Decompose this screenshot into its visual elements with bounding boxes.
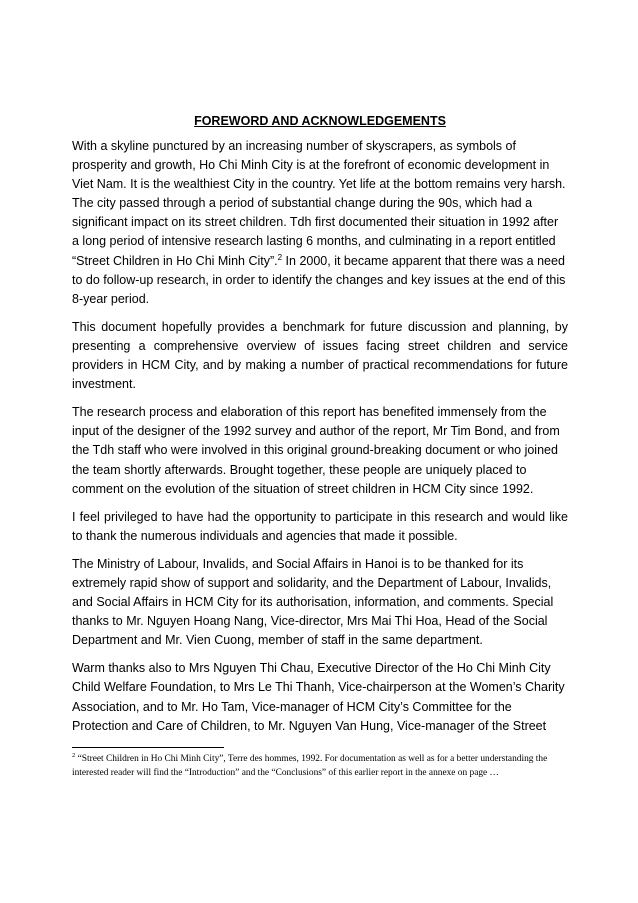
page-title: FOREWORD AND ACKNOWLEDGEMENTS [194, 114, 446, 128]
footnote-number: 2 [72, 751, 76, 759]
paragraph-4: I feel privileged to have had the opportunity to participate in this research and would like to thank the numerous individuals and agencies that made it possible. [72, 509, 568, 543]
footnote [72, 752, 572, 780]
document-body [72, 112, 568, 745]
paragraph-5: The Ministry of Labour, Invalids, and Social Affairs in Hanoi is to be thanked for its extremely rapid show of support and solidarity, and the Department of Labour, Invalids, and Social Affairs in HCM City for its authorisation, information, and comments. Special thanks to Mr. Nguyen Hoang Nang, Vice-director, Mrs Mai Thi Hoa, Head of the Social Department and Mr. Vien Cuong, member of staff in the same department. [72, 556, 554, 648]
paragraph-1-continued: In 2000, it became apparent that there was a need to do follow-up research, in order to identify the changes and key issues at the end of this 8-year period. [72, 253, 566, 306]
paragraph-3: The research process and elaboration of this report has benefited immensely from the input of the designer of the 1992 survey and author of the report, Mr Tim Bond, and from the Tdh staff who were involved in this original ground-breaking document or who joined the team shortly afterwards. Brought together, these people are uniquely placed to comment on the evolution of the situation of street children in HCM City since 1992. [72, 405, 560, 496]
footnote-reference[interactable]: 2 [277, 252, 283, 262]
footnote-separator [72, 747, 224, 748]
footnote-text: “Street Children in Ho Chi Minh City”, Terre des hommes, 1992. For documentation as well as for a better understanding the interested reader will find the “Introduction” and the “Conclusions” of this earlier report in the annexe on page … [72, 754, 548, 778]
paragraph-6: Warm thanks also to Mrs Nguyen Thi Chau, Executive Director of the Ho Chi Minh City Child Welfare Foundation, to Mrs Le Thi Thanh, Vice-chairperson at the Women’s Charity Association, and to Mr. Ho Tam, Vice-manager of HCM City’s Committee for the Protection and Care of Children, to Mr. Nguyen Van Hung, Vice-manager of the Street [72, 661, 565, 733]
paragraph-2: This document hopefully provides a benchmark for future discussion and planning, by presenting a comprehensive overview of issues facing street children and service providers in HCM City, and by making a number of practical recommendations for future investment. [72, 319, 568, 392]
paragraph-1-text: With a skyline punctured by an increasing number of skyscrapers, as symbols of prosperity and growth, Ho Chi Minh City is at the forefront of economic development in Viet Nam. It is the wealthiest City in the country. Yet life at the bottom remains very harsh. The city passed through a period of substantial change during the 90s, which had a significant impact on its street children. Tdh first documented their situation in 1992 after a long period of intensive research lasting 6 months, and culminating in a report entitled “Street Children in Ho Chi Minh City”. [72, 139, 566, 268]
paragraph-1 [72, 137, 568, 309]
